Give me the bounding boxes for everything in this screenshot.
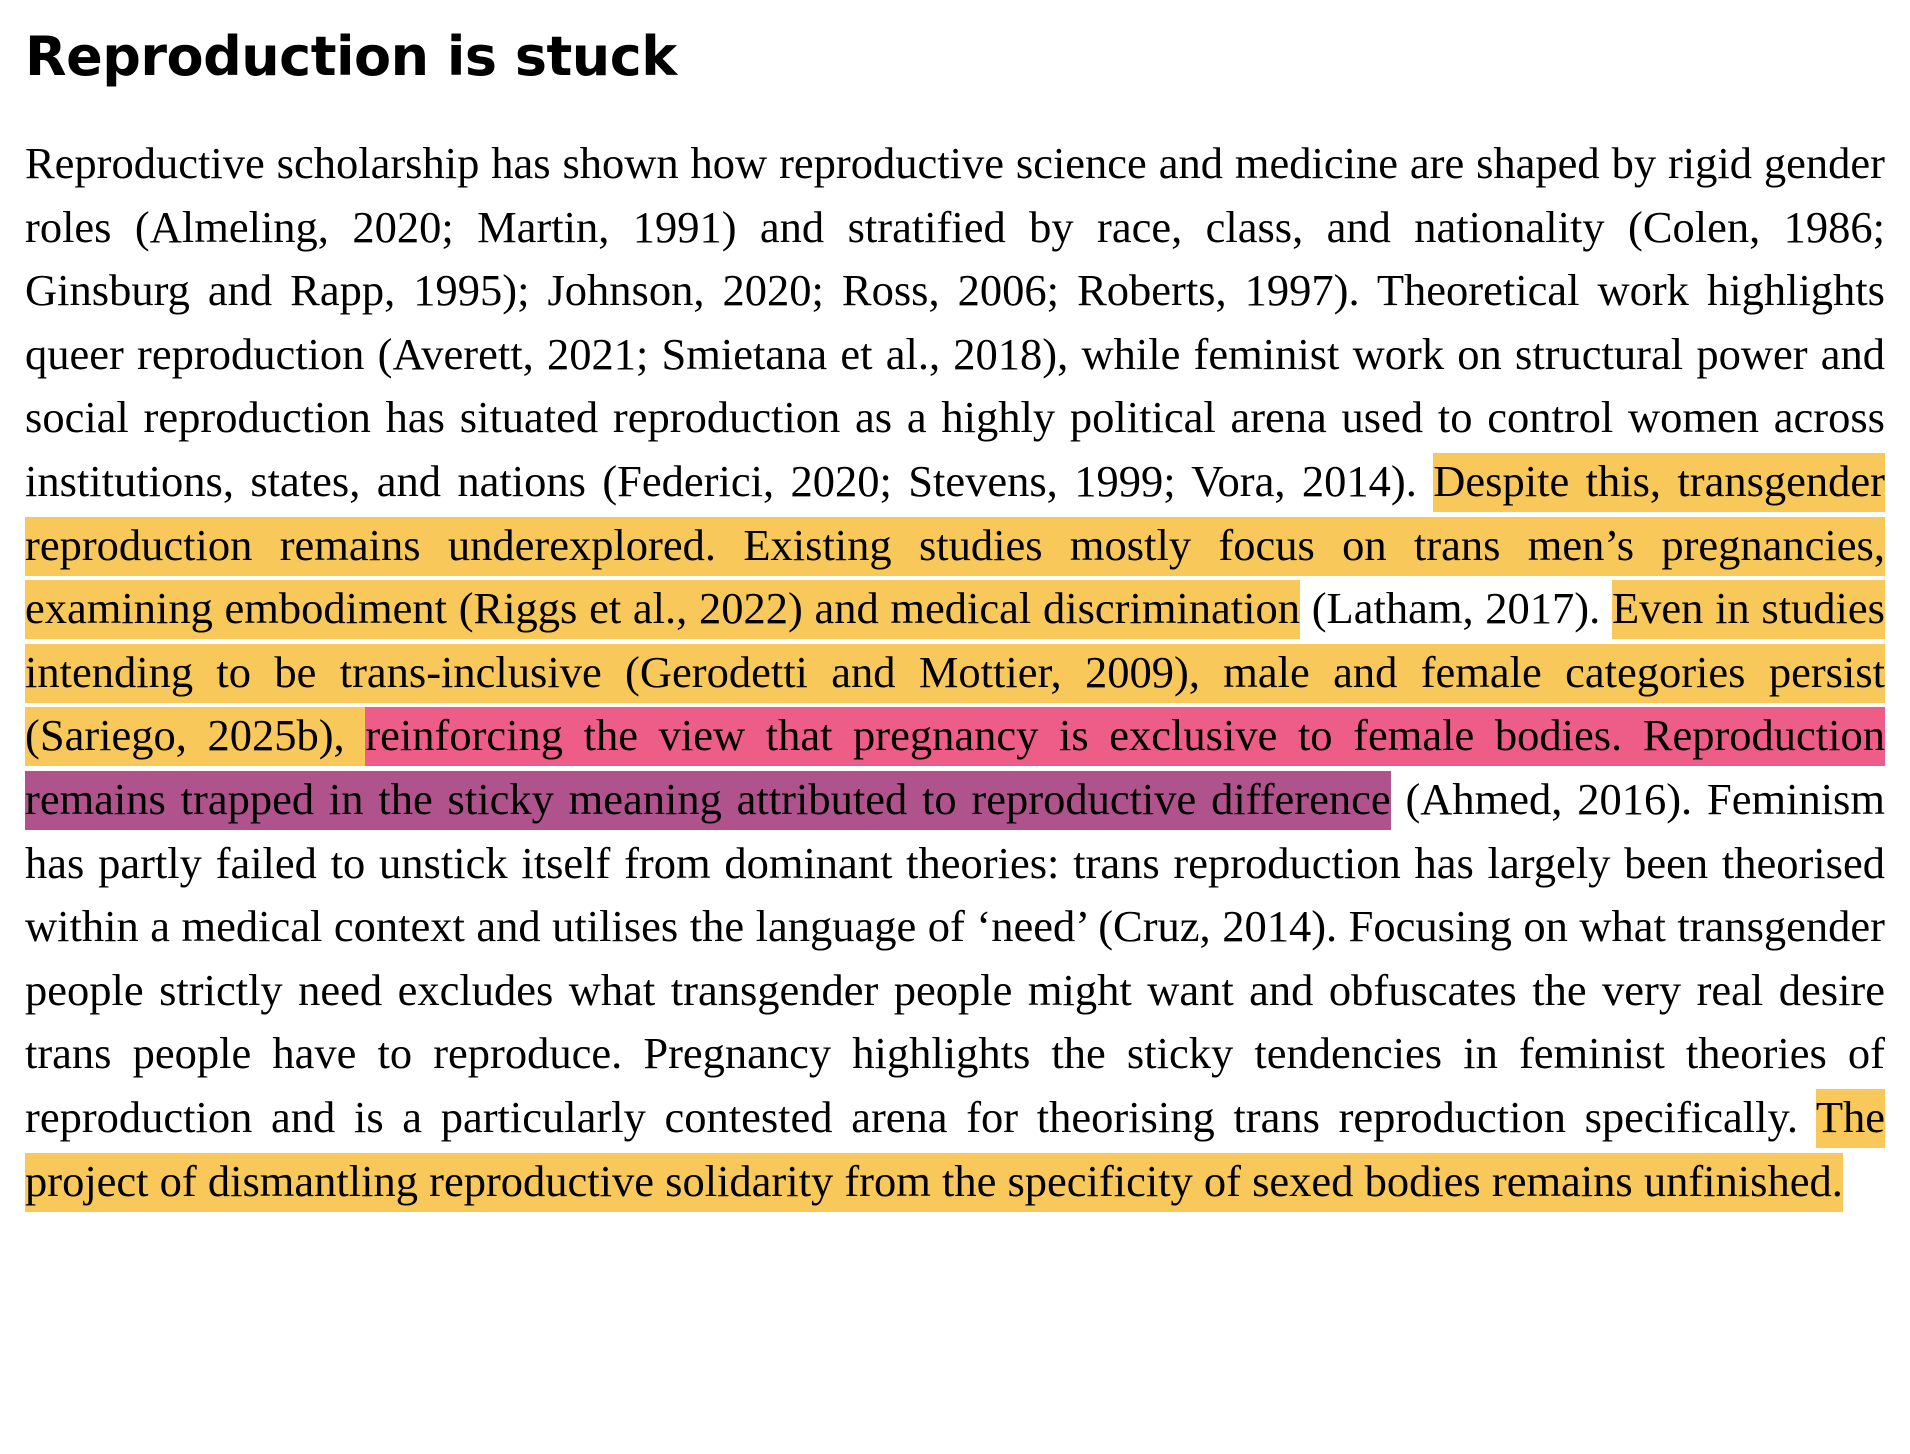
highlight-yellow-1[interactable]: Despite this, transgender reproduction remains underexplored. Existing studies mostly focus on trans men’s pregnancies, examining embodiment (Riggs et al., 2022) and medical discrimination (25, 453, 1885, 639)
paragraph-text-3: (Ahmed, 2016). Feminism has partly failed to unstick itself from dominant theories: trans reproduction has largely been theorised within a medical context and utilises the language of ‘need’ (Cruz, 2014). Focusing on what transgender people strictly need excludes what transgender people might want and obfuscates the very real desire trans people have to reproduce. Pregnancy highlights the sticky tendencies in feminist theories of reproduction and is a particularly contested arena for theorising trans reproduction specifically. (25, 773, 1885, 1142)
highlight-pink-1[interactable]: reinforcing the view that pregnancy is exclusive to female bodies. Reproduction (365, 707, 1885, 766)
highlight-purple-1[interactable]: remains trapped in the sticky meaning attributed to reproductive difference (25, 771, 1391, 830)
section-paragraph (25, 132, 1885, 1213)
article-section (25, 22, 1885, 1213)
section-heading: Reproduction is stuck (25, 25, 677, 88)
highlight-yellow-3[interactable]: The project of dismantling reproductive solidarity from the specificity of sexed bodies remains unfinished. (25, 1089, 1885, 1212)
paragraph-text-2: (Latham, 2017). (1300, 583, 1612, 634)
paragraph-text-1: Reproductive scholarship has shown how reproductive science and medicine are shaped by rigid gender roles (Almeling, 2020; Martin, 1991) and stratified by race, class, and nationality (Colen, 1986; Ginsburg and Rapp, 1995); Johnson, 2020; Ross, 2006; Roberts, 1997). Theoretical work highlights queer reproduction (Averett, 2021; Smietana et al., 2018), while feminist work on structural power and social reproduction has situated reproduction as a highly political arena used to control women across institutions, states, and nations (Federici, 2020; Stevens, 1999; Vora, 2014). (25, 138, 1885, 506)
highlight-yellow-2[interactable]: Even in studies intending to be trans-inclusive (Gerodetti and Mottier, 2009), male and female categories persist (Sariego, 2025b), (25, 580, 1885, 766)
